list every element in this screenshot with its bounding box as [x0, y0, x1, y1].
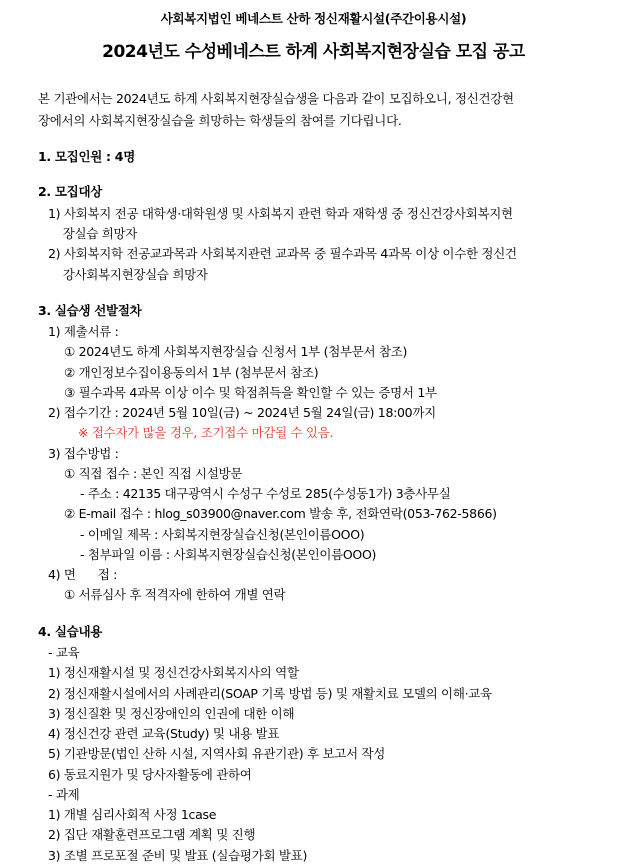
- list-item: 4) 정신건강 관련 교육(Study) 및 내용 발표: [48, 726, 280, 741]
- intro-line-1: 본 기관에서는 2024년도 하계 사회복지현장실습생을 다음과 같이 모집하오니, 정신건강현: [38, 91, 514, 106]
- list-item: - 이메일 제목 : 사회복지현장실습신청(본인이름OOO): [80, 526, 365, 542]
- list-item: ② 개인정보수집이용동의서 1부 (첨부문서 참조): [64, 364, 319, 380]
- list-item: 6) 동료지원가 및 당사자활동에 관하여: [48, 766, 252, 782]
- section-heading: 1. 모집인원 : 4명: [38, 149, 135, 164]
- section-heading: 3. 실습생 선발절차: [38, 302, 142, 318]
- list-item: - 주소 : 42135 대구광역시 수성구 수성로 285(수성동1가) 3층사무실: [80, 486, 451, 502]
- list-item: 2) 집단 재활훈련프로그램 계획 및 진행: [48, 827, 256, 843]
- section-recruitment-count: [38, 147, 589, 166]
- list-item: 1) 정신재활시설 및 정신건강사회복지사의 역할: [48, 665, 299, 681]
- subsection-heading-assignments: - 과제: [48, 786, 80, 802]
- list-item: 1) 사회복지 전공 대학생·대학원생 및 사회복지 관련 학과 재학생 중 정신건강사회복지현: [48, 205, 513, 221]
- section-selection-process: [38, 301, 589, 606]
- list-item: ② E-mail 접수 : hlog_s03900@naver.com 발송 후, 전화연락(053-762-5866): [64, 506, 497, 522]
- list-item: 3) 정신질환 및 정신장애인의 인권에 대한 이해: [48, 705, 295, 721]
- list-item: 1) 개별 심리사회적 사정 1case: [48, 807, 217, 822]
- section-eligibility: [38, 182, 589, 284]
- organization-line: 사회복지법인 베네스트 산하 정신재활시설(주간이용시설): [160, 11, 467, 26]
- deadline-notice: ※ 접수자가 많을 경우, 조기접수 마감될 수 있음.: [78, 425, 334, 441]
- list-item: 2) 사회복지학 전공교과목과 사회복지관련 교과목 중 필수과목 4과목 이상 이수한 정신건: [48, 246, 517, 262]
- list-item: 강사회복지현장실습 희망자: [48, 266, 208, 282]
- list-item: 5) 기관방문(법인 산하 시설, 지역사회 유관기관) 후 보고서 작성: [48, 746, 386, 762]
- page-title: 2024년도 수성베네스트 하계 사회복지현장실습 모집 공고: [102, 42, 525, 62]
- list-item: ① 직접 접수 : 본인 직접 시설방문: [64, 465, 243, 481]
- intro-paragraph: [38, 88, 589, 131]
- list-item: 장실습 희망자: [48, 226, 138, 241]
- list-item: ① 2024년도 하계 사회복지현장실습 신청서 1부 (첨부문서 참조): [64, 344, 408, 360]
- list-item: 2) 접수기간 : 2024년 5월 10일(금) ~ 2024년 5월 24일(금) 18:00까지: [48, 405, 436, 421]
- section-heading: 2. 모집대상: [38, 184, 102, 200]
- list-item: ③ 필수과목 4과목 이상 이수 및 학점취득을 확인할 수 있는 증명서 1부: [64, 384, 437, 400]
- list-item: 4) 면 접 :: [48, 567, 118, 583]
- section-practicum-content: [38, 622, 589, 866]
- list-item: 3) 접수방법 :: [48, 445, 119, 461]
- list-item: 3) 조별 프로포절 준비 및 발표 (실습평가회 발표): [48, 847, 308, 863]
- list-item: - 첨부파일 이름 : 사회복지현장실습신청(본인이름OOO): [80, 546, 377, 562]
- subsection-heading-education: - 교육: [48, 645, 80, 660]
- list-item: 2) 정신재활시설에서의 사례관리(SOAP 기록 방법 등) 및 재활치료 모델의 이해·교육: [48, 685, 492, 701]
- list-item: ① 서류심사 후 적격자에 한하여 개별 연락: [64, 587, 286, 603]
- list-item: 1) 제출서류 :: [48, 324, 119, 340]
- intro-line-2: 장에서의 사회복지현장실습을 희망하는 학생들의 참여를 기다립니다.: [38, 112, 402, 128]
- section-heading: 4. 실습내용: [38, 623, 102, 639]
